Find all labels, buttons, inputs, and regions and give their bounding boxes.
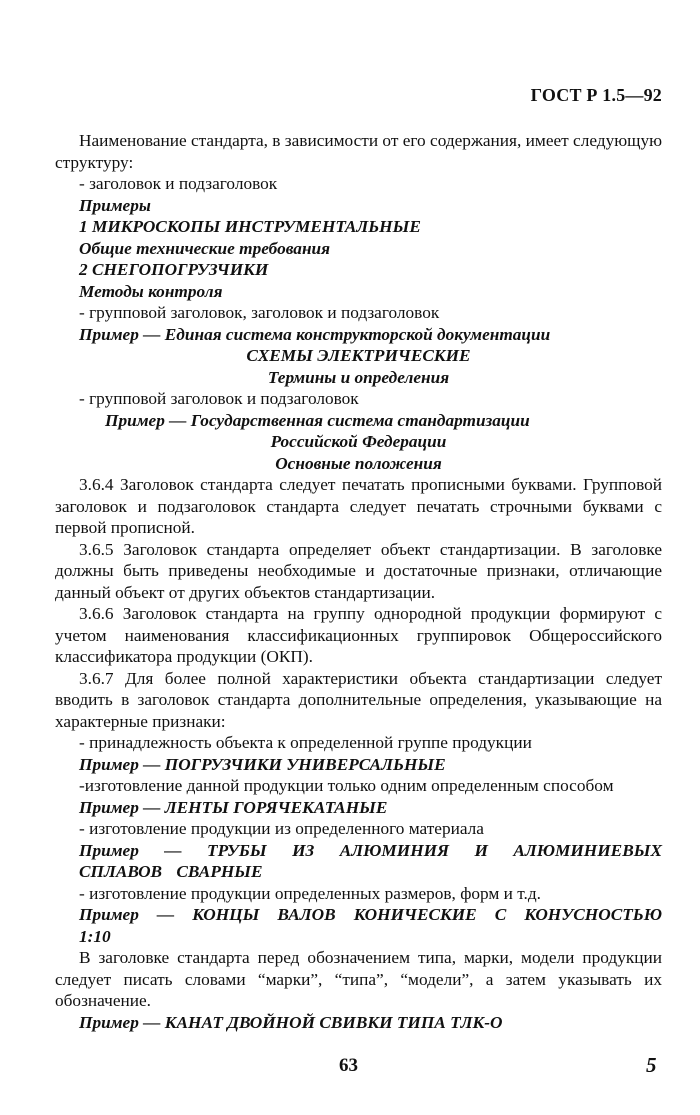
example-subtitle-2: Методы контроля — [79, 281, 223, 301]
paragraph-3-6-7: 3.6.7 Для более полной характеристики объекта стандартизации следует вводить в заголовок стандарта дополнительные определения, указывающие на характерные признаки: — [55, 668, 662, 731]
list-item-single-method: -изготовление данной продукции только одним определенным способом — [79, 776, 614, 795]
paragraph-3-6-4: 3.6.4 Заголовок стандарта следует печатать прописными буквами. Групповой заголовок и подзаголовок стандарта следует печатать строчными буквами с первой прописной. — [55, 475, 662, 537]
list-item-sizes-forms: - изготовление продукции определенных размеров, форм и т.д. — [79, 883, 541, 903]
example-subheading-basics: Основные положения — [275, 453, 442, 473]
list-item-material: - изготовление продукции из определенного материала — [79, 819, 484, 838]
example-heading-schemes: СХЕМЫ ЭЛЕКТРИЧЕСКИЕ — [246, 346, 471, 365]
paragraph-structure-intro: Наименование стандарта, в зависимости от его содержания, имеет следующую структуру: — [55, 131, 662, 172]
list-item-heading-subheading: - заголовок и подзаголовок — [79, 174, 278, 193]
example-group-heading-gss-cont: Российской Федерации — [270, 432, 447, 451]
standard-designation: ГОСТ Р 1.5—92 — [530, 85, 662, 105]
example-group-heading-gss: Пример — Государственная система стандартизации — [105, 410, 530, 430]
paragraph-3-6-5: 3.6.5 Заголовок стандарта определяет объект стандартизации. В заголовке должны быть приведены необходимые и достаточные признаки, отличающие данный объект от других объектов стандартизации. — [55, 539, 662, 602]
page-number: 63 — [339, 1055, 358, 1076]
example-title-1: 1 МИКРОСКОПЫ ИНСТРУМЕНТАЛЬНЫЕ — [79, 217, 421, 236]
example-loaders: Пример — ПОГРУЗЧИКИ УНИВЕРСАЛЬНЫЕ — [79, 754, 446, 774]
example-aluminium-pipes: Пример — ТРУБЫ ИЗ АЛЮМИНИЯ И АЛЮМИНИЕВЫХ СПЛАВОВ СВАРНЫЕ — [79, 840, 662, 881]
paragraph-type-mark-model: В заголовке стандарта перед обозначением типа, марки, модели продукции следует писать словами “марки”, “типа”, “модели”, а затем указывать их обозначение. — [55, 948, 662, 1010]
list-item-group-and-subheading: - групповой заголовок и подзаголовок — [79, 389, 359, 408]
document-body — [55, 130, 662, 1033]
example-hot-rolled-strips: Пример — ЛЕНТЫ ГОРЯЧЕКАТАНЫЕ — [79, 797, 388, 817]
list-item-group-membership: - принадлежность объекта к определенной группе продукции — [79, 733, 532, 752]
example-group-heading-eskd: Пример — Единая система конструкторской документации — [79, 324, 551, 344]
example-shaft-ends: Пример — КОНЦЫ ВАЛОВ КОНИЧЕСКИЕ С КОНУСНОСТЬЮ 1:10 — [79, 905, 662, 946]
list-item-group-heading-subheading: - групповой заголовок, заголовок и подзаголовок — [79, 303, 440, 322]
example-subheading-terms: Термины и определения — [267, 367, 450, 387]
sheet-number: 5 — [646, 1053, 657, 1077]
example-subtitle-1: Общие технические требования — [79, 238, 331, 258]
example-rope: Пример — КАНАТ ДВОЙНОЙ СВИВКИ ТИПА ТЛК-О — [79, 1012, 503, 1032]
paragraph-3-6-6: 3.6.6 Заголовок стандарта на группу однородной продукции формируют с учетом наименования классификационных группировок Общероссийского классификатора продукции (ОКП). — [55, 604, 662, 666]
example-title-2: 2 СНЕГОПОГРУЗЧИКИ — [79, 260, 269, 279]
examples-label: Примеры — [79, 195, 151, 215]
